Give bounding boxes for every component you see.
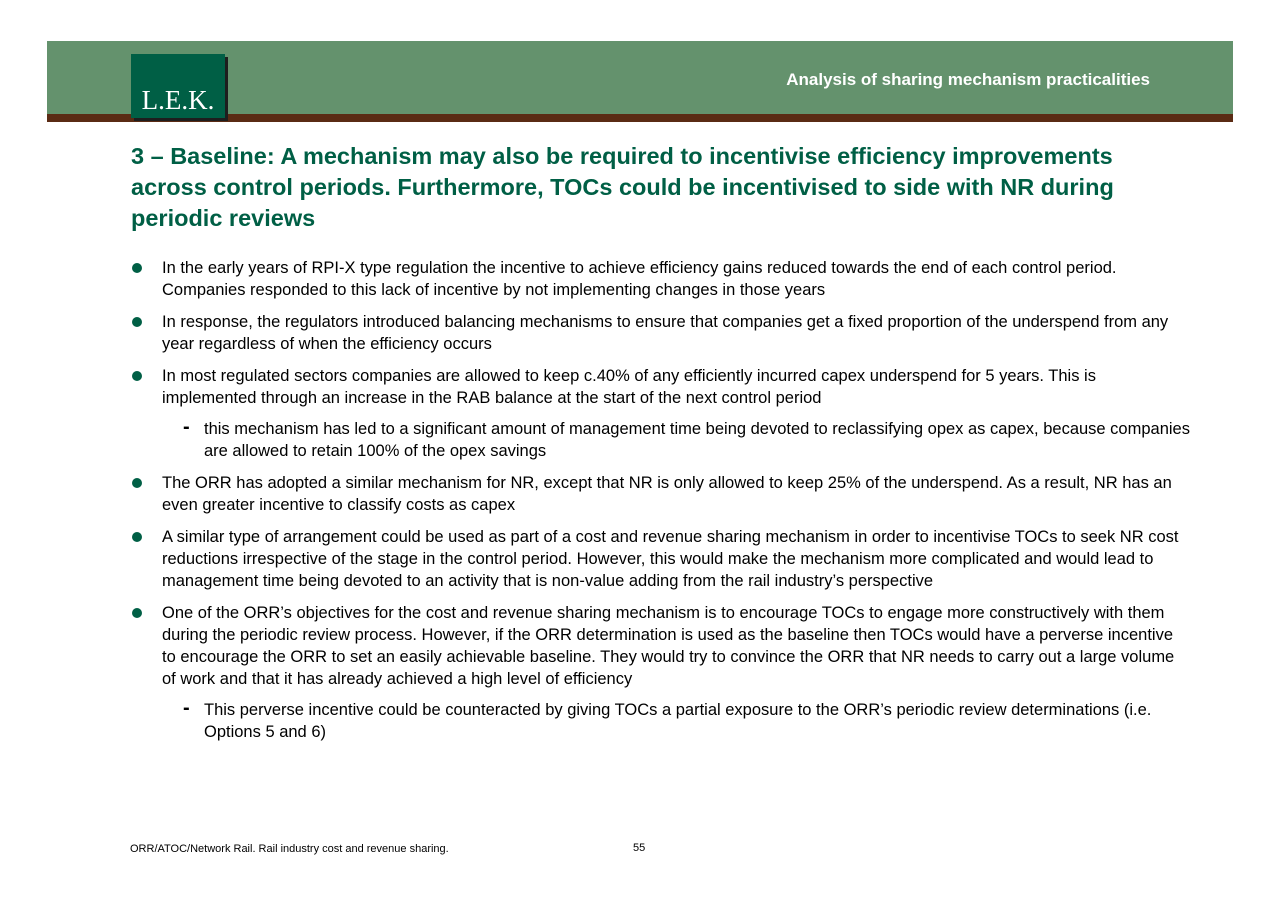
dash-icon: - — [183, 697, 190, 719]
bullet-item — [131, 602, 1191, 690]
sub-bullet-text: This perverse incentive could be counteracted by giving TOCs a partial exposure to the ORR’s periodic review determinations (i.e. Options 5 and 6) — [204, 701, 1152, 741]
bullet-text: In response, the regulators introduced balancing mechanisms to ensure that companies get a fixed proportion of the underspend from any year regardless of when the efficiency occurs — [162, 313, 1169, 353]
bullet-dot-icon — [132, 532, 142, 542]
footer-source: ORR/ATOC/Network Rail. Rail industry cost and revenue sharing. — [130, 843, 449, 855]
bullet-item — [131, 365, 1191, 409]
bullet-text: A similar type of arrangement could be used as part of a cost and revenue sharing mechanism in order to incentivise TOCs to seek NR cost reductions irrespective of the stage in the control period. However, this would make the mechanism more complicated and would lead to management time being devoted to an activity that is non-value adding from the rail industry’s perspective — [162, 528, 1179, 590]
bullet-text: The ORR has adopted a similar mechanism for NR, except that NR is only allowed to keep 25% of the underspend. As a result, NR has an even greater incentive to classify costs as capex — [162, 474, 1172, 514]
logo-text: L.E.K. — [141, 85, 215, 115]
dash-icon: - — [183, 416, 190, 438]
sub-bullet-item — [131, 418, 1191, 462]
bullet-item — [131, 311, 1191, 355]
sub-bullet-item — [131, 699, 1191, 743]
bullet-dot-icon — [132, 263, 142, 273]
bullet-dot-icon — [132, 608, 142, 618]
slide-title: 3 – Baseline: A mechanism may also be required to incentivise efficiency improvements across control periods. Furthermore, TOCs could be incentivised to side with NR during periodic reviews — [131, 143, 1114, 231]
bullet-text: In the early years of RPI-X type regulation the incentive to achieve efficiency gains reduced towards the end of each control period. Companies responded to this lack of incentive by not implementing changes in those years — [162, 259, 1117, 299]
bullet-item — [131, 472, 1191, 516]
bullet-dot-icon — [132, 478, 142, 488]
lek-logo — [131, 54, 225, 118]
bullet-dot-icon — [132, 317, 142, 327]
page-number: 55 — [633, 842, 646, 854]
bullet-text: In most regulated sectors companies are allowed to keep c.40% of any efficiently incurred capex underspend for 5 years. This is implemented through an increase in the RAB balance at the start of the next control period — [162, 367, 1096, 407]
section-title: Analysis of sharing mechanism practicalities — [786, 70, 1150, 89]
bullet-list — [131, 257, 1191, 753]
bullet-text: One of the ORR’s objectives for the cost and revenue sharing mechanism is to encourage TOCs to engage more constructively with them during the periodic review process. However, if the ORR determination is used as the baseline then TOCs would have a perverse incentive to encourage the ORR to set an easily achievable baseline. They would try to convince the ORR that NR needs to carry out a large volume of work and that it has already achieved a high level of efficiency — [162, 604, 1175, 688]
sub-bullet-text: this mechanism has led to a significant amount of management time being devoted to reclassifying opex as capex, because companies are allowed to retain 100% of the opex savings — [204, 420, 1190, 460]
bullet-item — [131, 526, 1191, 592]
bullet-dot-icon — [132, 371, 142, 381]
bullet-item — [131, 257, 1191, 301]
